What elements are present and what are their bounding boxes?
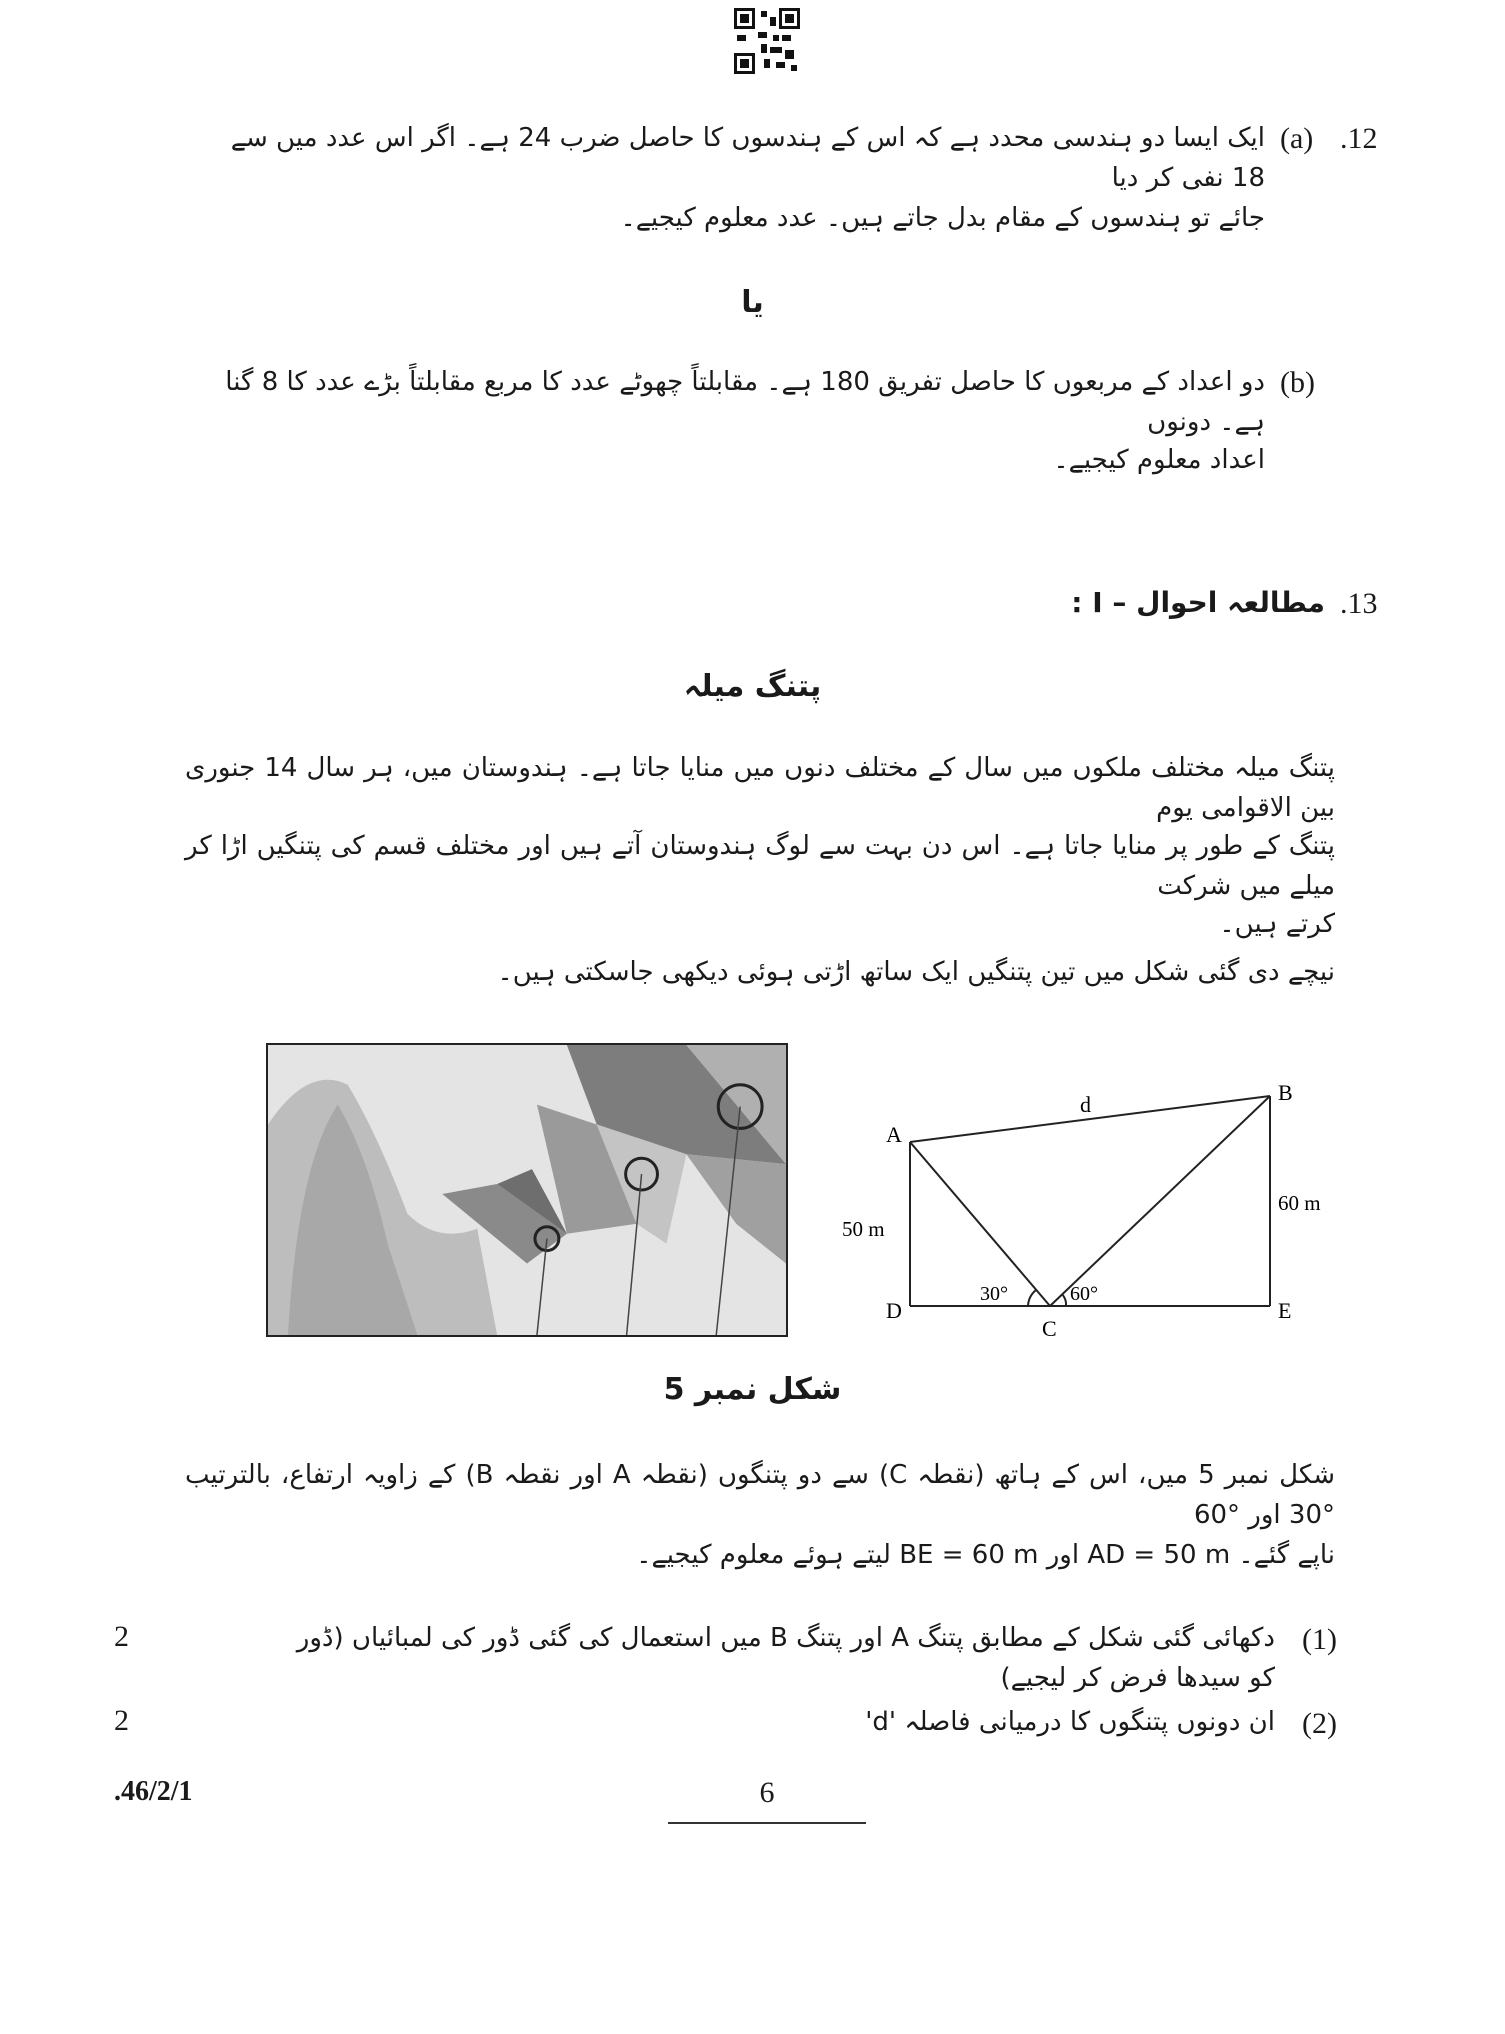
paragraph-line-1: پتنگ میلہ مختلف ملکوں میں سال کے مختلف دنوں میں منایا جاتا ہے۔ ہندوستان میں، ہر سال 14 جنوری بین الاقوامی یوم xyxy=(185,753,1335,823)
length-ad-label: 50 m xyxy=(842,1217,885,1241)
option-a-label: (a) xyxy=(1280,122,1314,155)
q12a-text-line-2: جائے تو ہندسوں کے مقام بدل جاتے ہیں۔ عدد معلوم کیجیے۔ xyxy=(620,203,1265,233)
option-b-label: (b) xyxy=(1280,366,1315,399)
paragraph-line-2: پتنگ کے طور پر منایا جاتا ہے۔ اس دن بہت سے لوگ ہندوستان آتے ہیں اور مختلف قسم کی پتنگیں اڑا کر میلے میں شرکت xyxy=(185,831,1335,901)
figure-caption: شکل نمبر 5 xyxy=(663,1372,842,1407)
stem-line-1: شکل نمبر 5 میں، اس کے ہاتھ (نقطہ C) سے دو پتنگوں (نقطہ A اور نقطہ B) کے زاویہ ارتفاع، بالترتیب °30 اور °60 xyxy=(185,1460,1335,1530)
q12b-text-line-2: اعداد معلوم کیجیے۔ xyxy=(1053,445,1265,475)
paragraph-line-4: نیچے دی گئی شکل میں تین پتنگیں ایک ساتھ اڑتی ہوئی دیکھی جاسکتی ہیں۔ xyxy=(497,957,1335,987)
or-separator: یا xyxy=(741,285,764,320)
point-b-label: B xyxy=(1278,1080,1293,1105)
qr-code xyxy=(734,8,800,74)
page-number: 6 xyxy=(759,1776,775,1809)
sub-question-2-text: ان دونوں پتنگوں کا درمیانی فاصلہ 'd' xyxy=(865,1707,1275,1737)
question-number-12: .12 xyxy=(1340,122,1378,155)
angle-arc-left xyxy=(1028,1290,1036,1306)
point-d-label: D xyxy=(886,1298,902,1323)
angle-30-label: 30° xyxy=(980,1283,1008,1305)
angle-arc-right xyxy=(1062,1294,1066,1306)
page-number-underline xyxy=(668,1822,866,1824)
point-e-label: E xyxy=(1278,1298,1292,1323)
kite-festival-heading: پتنگ میلہ xyxy=(683,669,822,704)
question-number-13: .13 xyxy=(1340,587,1378,620)
q12a-text-line-1: ایک ایسا دو ہندسی محدد ہے کہ اس کے ہندسوں کا حاصل ضرب 24 ہے۔ اگر اس عدد میں سے 18 نفی کر دیا xyxy=(230,123,1265,193)
point-a-label: A xyxy=(886,1122,902,1147)
segment-bc xyxy=(1050,1096,1270,1306)
stem-line-2: ناپے گئے۔ AD = 50 m اور BE = 60 m لیتے ہوئے معلوم کیجیے۔ xyxy=(636,1540,1335,1570)
point-c-label: C xyxy=(1042,1316,1057,1341)
geometry-diagram xyxy=(830,1070,1330,1350)
segment-ac xyxy=(910,1142,1050,1306)
sub-question-1-label: (1) xyxy=(1302,1623,1337,1656)
sub-question-1-marks: 2 xyxy=(114,1620,129,1653)
case-study-title: مطالعہ احوال – I : xyxy=(1071,586,1325,619)
kites-photo xyxy=(266,1043,788,1337)
q12b-text-line-1: دو اعداد کے مربعوں کا حاصل تفریق 180 ہے۔ مقابلتاً چھوٹے عدد کا مربع مقابلتاً بڑے عدد کا 8 گنا ہے۔ دونوں xyxy=(225,367,1265,437)
paragraph-line-3: کرتے ہیں۔ xyxy=(1219,909,1335,939)
sub-question-1-text: دکھائی گئی شکل کے مطابق پتنگ A اور پتنگ B میں استعمال کی گئی ڈور کی لمبائیاں (ڈور کو سیدھا فرض کر لیجیے) xyxy=(296,1623,1275,1693)
paper-code: .46/2/1 xyxy=(114,1776,193,1807)
distance-d-label: d xyxy=(1080,1092,1091,1117)
length-be-label: 60 m xyxy=(1278,1191,1321,1215)
sub-question-2-label: (2) xyxy=(1302,1707,1337,1740)
sub-question-2-marks: 2 xyxy=(114,1704,129,1737)
angle-60-label: 60° xyxy=(1070,1283,1098,1305)
